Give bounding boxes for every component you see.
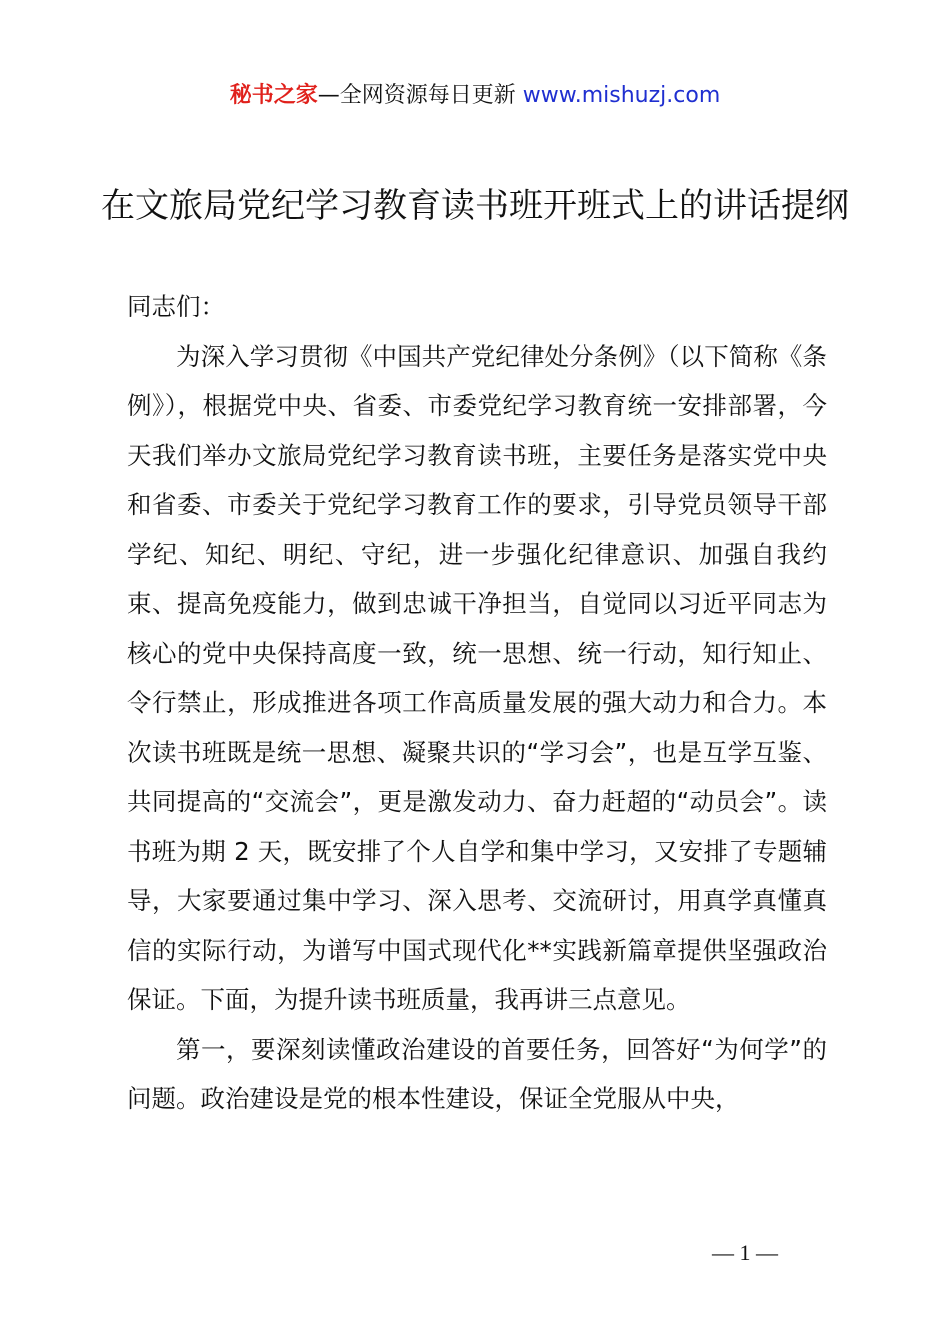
- header-tagline: —全网资源每日更新: [317, 83, 523, 108]
- document-title: 在文旅局党纪学习教育读书班开班式上的讲话提纲: [101, 186, 849, 226]
- page-number: — 1 —: [712, 1240, 778, 1265]
- body-paragraph: 为深入学习贯彻《中国共产党纪律处分条例》（以下简称《条例》），根据党中央、省委、市委党纪学习教育统一安排部署，今天我们举办文旅局党纪学习教育读书班，主要任务是落实党中央和省委、市委关于党纪学习教育工作的要求，引导党员领导干部学纪、知纪、明纪、守纪，进一步强化纪律意识、加强自我约束、提高免疫能力，做到忠诚干净担当，自觉同以习近平同志为核心的党中央保持高度一致，统一思想、统一行动，知行知止、令行禁止，形成推进各项工作高质量发展的强大动力和合力。本次读书班既是统一思想、凝聚共识的“学习会”，也是互学互鉴、共同提高的“交流会”，更是激发动力、奋力赶超的“动员会”。读书班为期 2 天，既安排了个人自学和集中学习，又安排了专题辅导，大家要通过集中学习、深入思考、交流研讨，用真学真懂真信的实际行动，为谱写中国式现代化**实践新篇章提供坚强政治保证。下面，为提升读书班质量，我再讲三点意见。: [127, 341, 827, 1014]
- document-body: [127, 282, 827, 1124]
- site-header: [0, 80, 950, 112]
- salutation: 同志们：: [127, 292, 225, 321]
- body-paragraph: 第一，要深刻读懂政治建设的首要任务，回答好“为何学”的问题。政治建设是党的根本性建设，保证全党服从中央，: [127, 1034, 827, 1113]
- brand-name: 秘书之家: [229, 83, 318, 108]
- site-url-link[interactable]: www.mishuzj.com: [522, 83, 721, 108]
